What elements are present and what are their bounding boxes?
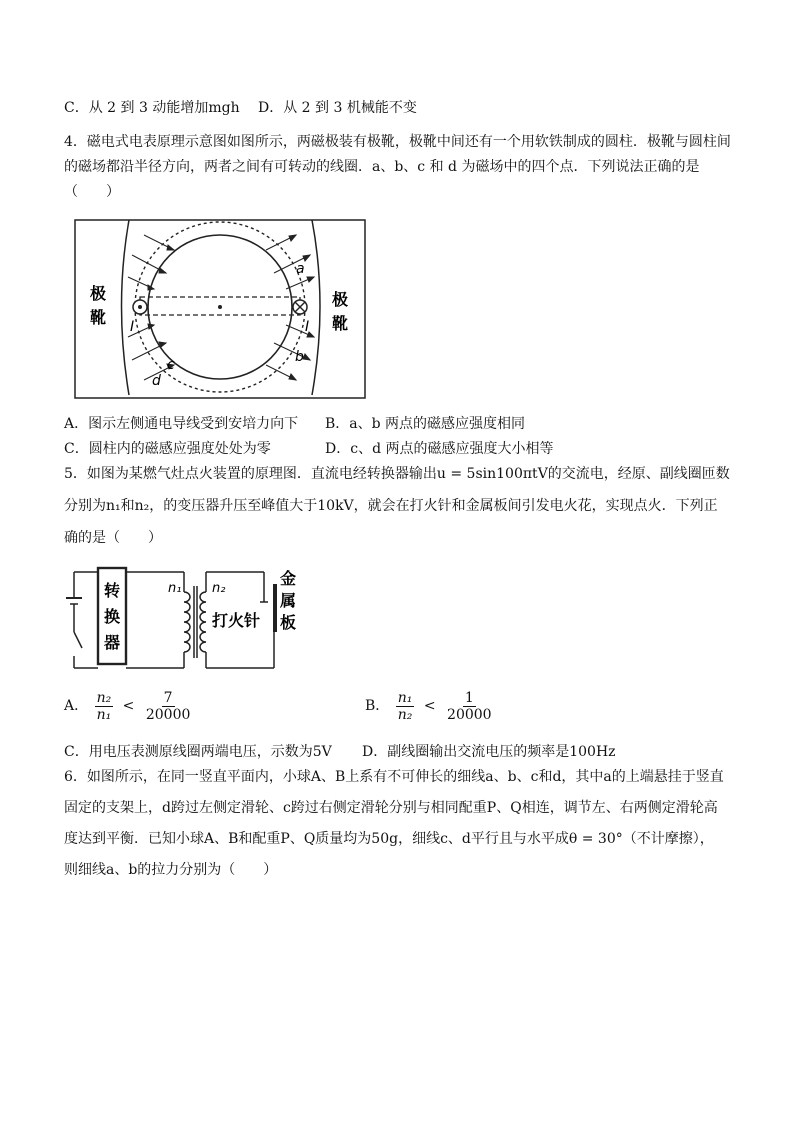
igniter-circuit-diagram: [64, 562, 312, 674]
point-b-label: b: [295, 349, 304, 365]
q5-option-a-value: [144, 690, 193, 723]
q6-stem-line-1: 6．如图所示，在同一竖直平面内，小球A、B上系有不可伸长的细线a、b、c和d，其中a的上端悬挂于竖直: [64, 769, 724, 785]
metal-plate-label-2: 属: [280, 591, 297, 610]
point-d-label: d: [152, 373, 161, 389]
metal-plate: [273, 584, 277, 632]
q5-option-a-value-denominator: 20000: [145, 706, 191, 723]
right-pole-label-2: 靴: [332, 314, 349, 333]
right-pole-label-1: 极: [332, 290, 349, 309]
q3-option-c: C．从 2 到 3 动能增加mgh: [64, 100, 240, 116]
left-pole-label-1: 极: [90, 284, 107, 303]
q5-stem-line-2: 分别为n₁和n₂，的变压器升压至峰值大于10kV，就会在打火针和金属板间引发电火花，实现点火．下列正: [64, 498, 718, 514]
q5-option-b-value: [445, 690, 494, 723]
metal-plate-label-3: 板: [280, 613, 297, 632]
q5-option-a-ratio: [95, 690, 114, 723]
secondary-turns-label: n₂: [212, 581, 226, 596]
galvanometer-diagram: [74, 215, 368, 400]
q5-option-a-less-than: <: [122, 698, 135, 714]
q6-stem-line-4: 则细线a、b的拉力分别为（ ）: [64, 862, 278, 878]
q4-stem-line-2: 的磁场都沿半径方向，两者之间有可转动的线圈．a、b、c 和 d 为磁场中的四个点．下列说法正确的是: [64, 159, 700, 175]
primary-turns-label: n₁: [168, 581, 182, 596]
q5-option-a-label: A．: [64, 698, 89, 714]
q6-stem-line-3: 度达到平衡．已知小球A、B和配重P、Q质量均为50g，细线c、d平行且与水平成θ = 30°（不计摩擦），: [64, 831, 714, 847]
ignition-needle-label: 打火针: [212, 611, 261, 630]
q5-option-a-denominator: n₁: [96, 706, 112, 723]
q5-stem-line-1: 5．如图为某燃气灶点火装置的原理图．直流电经转换器输出u = 5sin100πtV的交流电，经原、副线圈匝数: [64, 466, 730, 482]
q6-stem-line-2: 固定的支架上，d跨过左侧定滑轮、c跨过右侧定滑轮分别与相同配重P、Q相连，调节左、右两侧定滑轮高: [64, 800, 718, 816]
converter-label-1: 转: [104, 581, 121, 600]
q5-option-b-less-than: <: [423, 698, 436, 714]
q4-option-a: A．图示左侧通电导线受到安培力向下: [64, 416, 299, 432]
q5-option-d: D．副线圈输出交流电压的频率是100Hz: [362, 744, 616, 760]
q5-option-b: [365, 688, 496, 724]
q4-stem-line-3: （ ）: [64, 184, 120, 200]
q5-option-c: C．用电压表测原线圈两端电压，示数为5V: [64, 744, 332, 760]
q5-option-a: [64, 688, 194, 724]
q5-option-b-label: B．: [365, 698, 390, 714]
q5-option-a-numerator: n₂: [96, 689, 112, 706]
q4-option-c: C．圆柱内的磁感应强度处处为零: [64, 441, 271, 457]
q5-option-b-value-numerator: 1: [464, 689, 474, 706]
q5-option-b-denominator: n₂: [397, 706, 413, 723]
point-a-label: a: [296, 261, 305, 277]
converter-label-3: 器: [104, 633, 121, 652]
q5-option-b-value-denominator: 20000: [447, 706, 492, 723]
q5-option-b-ratio: [396, 690, 415, 723]
converter-label-2: 换: [104, 607, 121, 626]
left-pole-label-2: 靴: [90, 308, 107, 327]
q3-option-d: D．从 2 到 3 机械能不变: [258, 100, 417, 116]
metal-plate-label-1: 金: [280, 569, 297, 588]
q5-figure: [64, 562, 312, 678]
q5-stem-line-3: 确的是（ ）: [64, 530, 162, 546]
q4-option-b: B．a、b 两点的磁感应强度相同: [325, 416, 526, 432]
q4-stem-line-1: 4．磁电式电表原理示意图如图所示，两磁极装有极靴，极靴中间还有一个用软铁制成的圆柱．极靴与圆柱间: [64, 134, 731, 150]
right-current-label: I: [305, 319, 310, 335]
left-current-label: I: [130, 319, 135, 335]
q5-option-a-value-numerator: 7: [163, 689, 173, 706]
point-c-label: c: [167, 357, 175, 373]
q4-figure: [74, 215, 368, 404]
q5-option-b-numerator: n₁: [397, 689, 413, 706]
q4-option-d: D．c、d 两点的磁感应强度大小相等: [325, 441, 554, 457]
